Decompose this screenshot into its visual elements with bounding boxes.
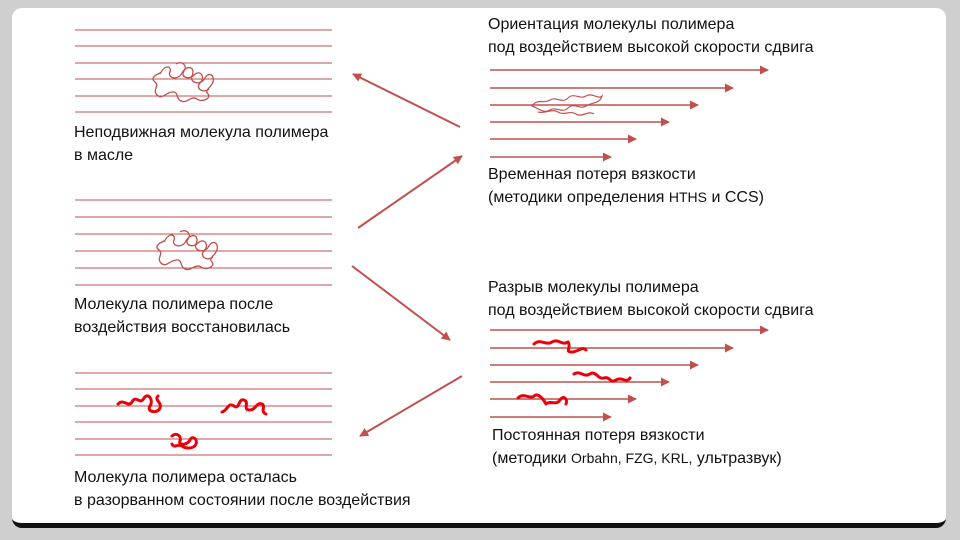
panel-rupture: [490, 330, 768, 417]
panel-restored: [75, 200, 332, 285]
arrow-icon: [353, 74, 460, 127]
polymer-coil-icon: [157, 231, 217, 270]
polymer-fragment-icon: [574, 373, 630, 381]
label-orientation: Ориентация молекулы полимера под воздействием высокой скорости сдвига: [488, 16, 814, 56]
polymer-fragment-icon: [534, 341, 586, 352]
panel-orientation: [490, 70, 768, 157]
label-broken-molecule: Молекула полимера осталась в разорванном состоянии после воздействия: [74, 469, 411, 509]
label-rupture: Разрыв молекулы полимера под воздействием высокой скорости сдвига: [488, 279, 814, 319]
arrow-icon: [360, 376, 462, 436]
arrow-icon: [352, 266, 450, 340]
polymer-fragment-icon: [118, 396, 160, 412]
label-static-molecule: Неподвижная молекула полимера в масле: [74, 124, 329, 164]
panel-broken-state: [75, 373, 332, 455]
label-restored-molecule: Молекула полимера после воздействия восстановилась: [74, 296, 291, 336]
label-permanent-loss: Постоянная потеря вязкости (методики Orbahn, FZG, KRL, ультразвук): [492, 427, 782, 467]
polymer-fragment-icon: [172, 434, 196, 448]
polymer-fragment-icon: [222, 400, 266, 414]
arrow-icon: [358, 156, 462, 228]
label-temporary-loss: Временная потеря вязкости (методики определения HTHS и CCS): [488, 166, 764, 206]
